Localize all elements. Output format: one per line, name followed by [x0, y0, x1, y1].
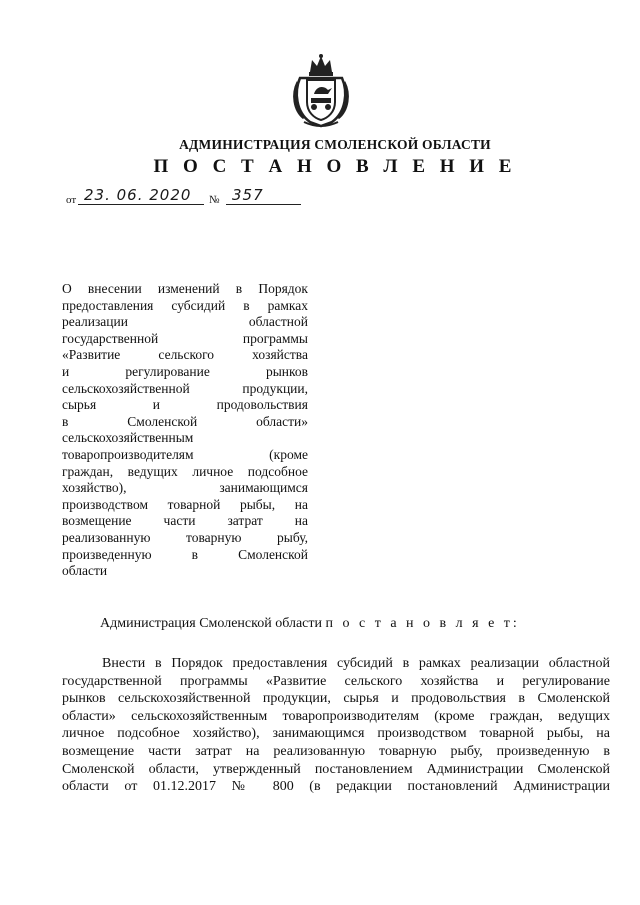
subject-line: производством товарной рыбы, на — [62, 496, 308, 512]
subject-line: в Смоленской области» — [62, 413, 308, 429]
handwritten-date: 23. 06. 2020 — [84, 186, 192, 204]
subject-line: произведенную в Смоленской — [62, 546, 308, 562]
decree-statement — [100, 616, 520, 632]
subject-line: сырья и продовольствия — [62, 397, 308, 413]
subject-line: сельскохозяйственной продукции, — [62, 380, 308, 396]
body-line: возмещение части затрат на реализованную товарную рыбу, произведенную в — [62, 743, 610, 759]
document-type-title: П О С Т А Н О В Л Е Н И Е — [153, 156, 517, 177]
body-line: области от 01.12.2017 № 800 (в редакции постановлений Администрации — [62, 779, 610, 795]
body-line: государственной программы «Развитие сельского хозяйства и регулирование — [62, 673, 610, 689]
decree-subject: Администрация Смоленской области — [100, 616, 323, 631]
subject-line: «Развитие сельского хозяйства — [62, 347, 308, 363]
subject-line: граждан, ведущих личное подсобное — [62, 463, 308, 479]
date-label: от — [66, 194, 77, 206]
number-label: № — [209, 194, 220, 206]
subject-line: реализации областной — [62, 314, 308, 330]
number-underline — [226, 204, 301, 205]
document-subject — [62, 281, 308, 580]
organization-title: АДМИНИСТРАЦИЯ СМОЛЕНСКОЙ ОБЛАСТИ — [179, 137, 491, 152]
subject-line: товаропроизводителям (кроме — [62, 446, 308, 462]
date-underline — [78, 204, 204, 205]
handwritten-number: 357 — [232, 186, 264, 204]
date-number-line — [66, 188, 306, 208]
body-line: личное подсобное хозяйство), занимающимся производством товарной рыбы, на — [62, 726, 610, 742]
document-body — [62, 655, 610, 796]
subject-line: государственной программы — [62, 330, 308, 346]
subject-line: хозяйство), занимающимся — [62, 480, 308, 496]
subject-line: и регулирование рынков — [62, 363, 308, 379]
subject-line: предоставления субсидий в рамках — [62, 297, 308, 313]
coat-of-arms-icon — [290, 52, 352, 128]
body-line: области» сельскохозяйственным товаропроизводителям (кроме граждан, ведущих — [62, 708, 610, 724]
body-line: Смоленской области, утвержденный постановлением Администрации Смоленской — [62, 761, 610, 777]
body-line: Внести в Порядок предоставления субсидий в рамках реализации областной — [102, 656, 610, 671]
subject-line: области — [62, 563, 108, 579]
subject-line: О внесении изменений в Порядок — [62, 281, 308, 296]
subject-line: возмещение части затрат на — [62, 513, 308, 529]
subject-line: сельскохозяйственным — [62, 430, 194, 446]
body-line: рынков сельскохозяйственной продукции, сырья и продовольствия в Смоленской — [62, 691, 610, 707]
decree-verb: п о с т а н о в л я е т: — [325, 616, 520, 631]
subject-line: реализованную товарную рыбу, — [62, 529, 308, 545]
